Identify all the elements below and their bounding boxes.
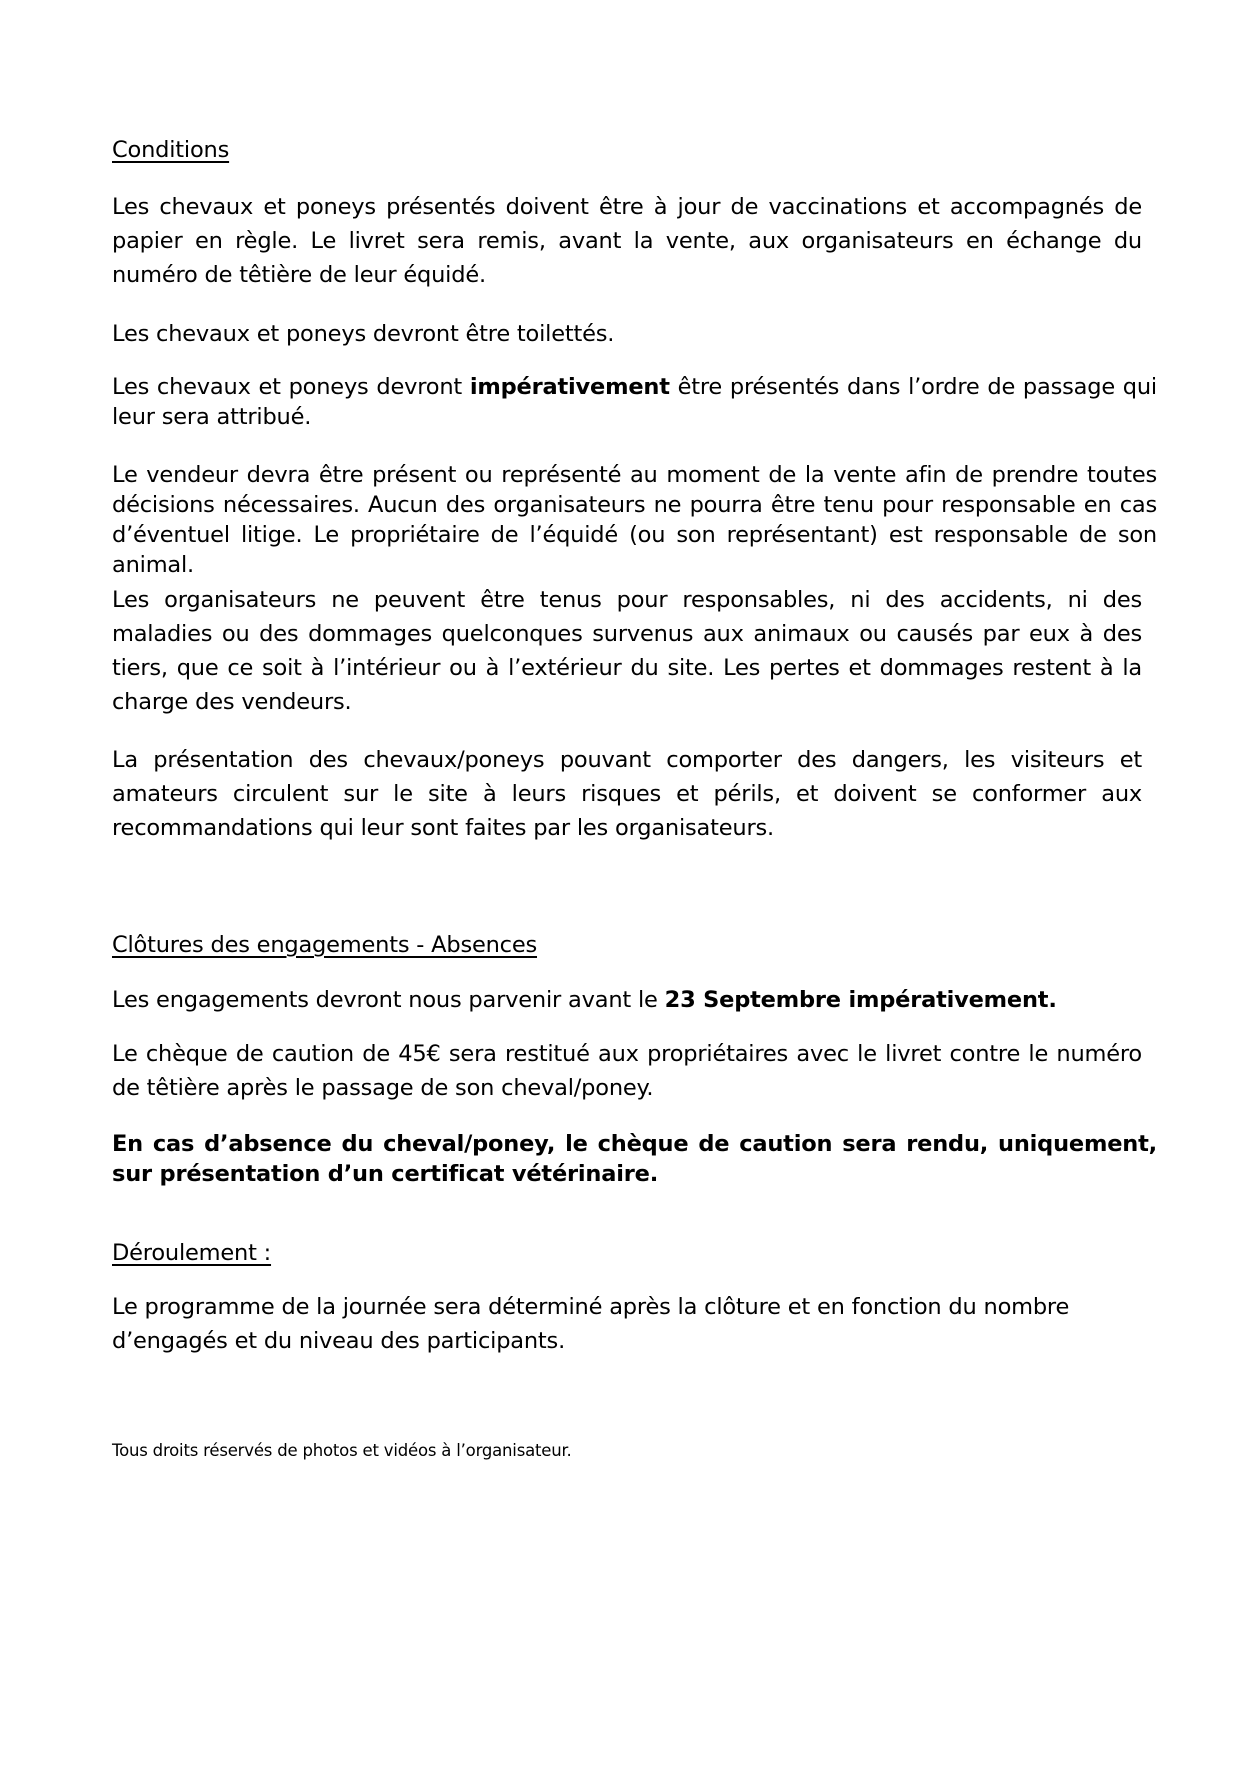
order-text-start: Les chevaux et poneys devront — [112, 374, 470, 400]
closures-heading: Clôtures des engagements - Absences — [112, 932, 538, 958]
closures-paragraph-absence: En cas d’absence du cheval/poney, le chèque de caution sera rendu, uniquement, sur présentation d’un certificat vétérinaire. — [112, 1131, 1157, 1187]
order-emphasis: impérativement — [469, 374, 670, 400]
closures-paragraph-deposit: Le chèque de caution de 45€ sera restitué aux propriétaires avec le livret contre le numéro de têtière après le passage de son cheval/poney. — [112, 1041, 1142, 1101]
conditions-heading: Conditions — [112, 137, 230, 163]
conditions-paragraph-dangers: La présentation des chevaux/poneys pouvant comporter des dangers, les visiteurs et amateurs circulent sur le site à leurs risques et périls, et doivent se conformer aux recommandations qui leur sont faites par les organisateurs. — [112, 747, 1142, 841]
schedule-heading: Déroulement : — [112, 1240, 272, 1266]
conditions-paragraph-vaccinations: Les chevaux et poneys présentés doivent être à jour de vaccinations et accompagnés de papier en règle. Le livret sera remis, avant la vente, aux organisateurs en échange du numéro de têtière de leur équidé. — [112, 194, 1142, 288]
conditions-paragraph-seller: Le vendeur devra être présent ou représenté au moment de la vente afin de prendre toutes décisions nécessaires. Aucun des organisateurs ne pourra être tenu pour responsable en cas d’éventuel litige. Le propriétaire de l’équidé (ou son représentant) est responsable de son animal. — [112, 462, 1157, 578]
rights-note: Tous droits réservés de photos et vidéos à l’organisateur. — [112, 1441, 572, 1460]
deadline-text: Les engagements devront nous parvenir avant le — [112, 987, 665, 1013]
schedule-paragraph: Le programme de la journée sera déterminé après la clôture et en fonction du nombre d’engagés et du niveau des participants. — [112, 1294, 1070, 1354]
order-text-end: être présentés dans l’ordre de passage qui leur sera attribué. — [112, 374, 1157, 430]
closures-paragraph-deadline — [112, 983, 1142, 1017]
conditions-paragraph-order — [112, 372, 1157, 432]
deadline-date: 23 Septembre impérativement. — [664, 987, 1057, 1013]
conditions-paragraph-grooming: Les chevaux et poneys devront être toilettés. — [112, 321, 615, 347]
conditions-paragraph-liability: Les organisateurs ne peuvent être tenus pour responsables, ni des accidents, ni des maladies ou des dommages quelconques survenus aux animaux ou causés par eux à des tiers, que ce soit à l’intérieur ou à l’extérieur du site. Les pertes et dommages restent à la charge des vendeurs. — [112, 587, 1142, 715]
